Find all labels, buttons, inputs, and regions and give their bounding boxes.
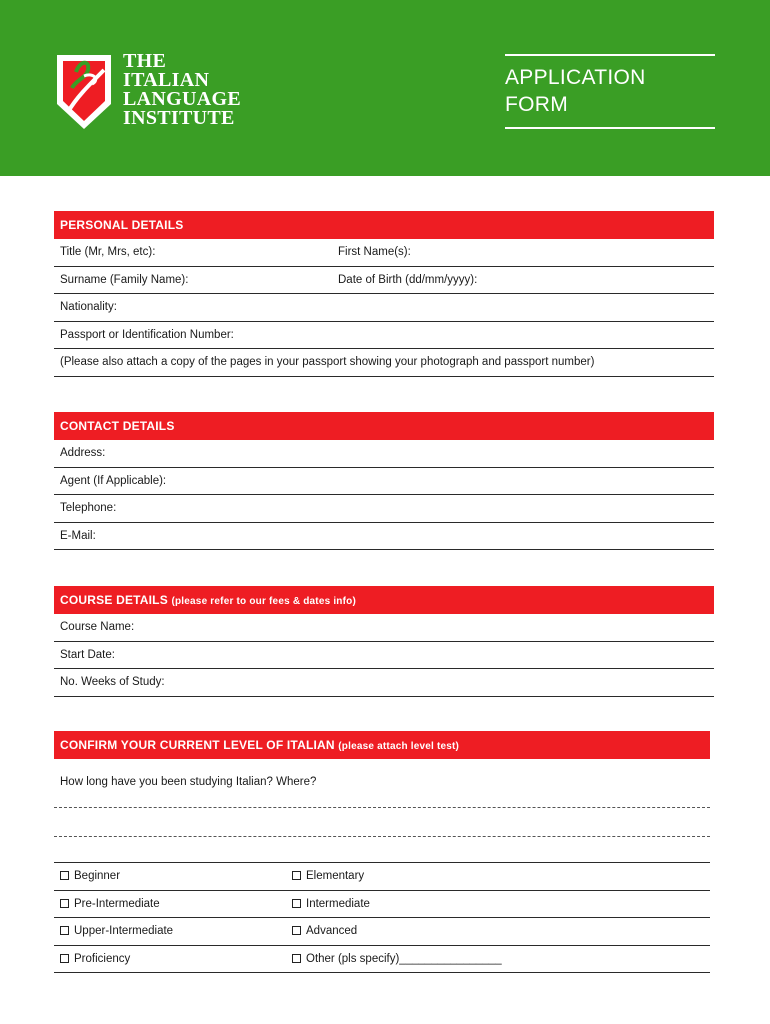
checkbox-icon[interactable]: [292, 871, 301, 880]
agent-field[interactable]: [54, 468, 714, 496]
start-date-field[interactable]: [54, 642, 714, 670]
checkbox-icon[interactable]: [292, 926, 301, 935]
title-firstname-row[interactable]: [54, 239, 714, 267]
dob-field-label: Date of Birth (dd/mm/yyyy):: [338, 273, 478, 286]
section-heading-title: CONFIRM YOUR CURRENT LEVEL OF ITALIAN: [60, 738, 335, 752]
option-label: Elementary: [306, 870, 365, 882]
title-rule-bottom: [505, 127, 715, 129]
option-label: Beginner: [74, 870, 121, 882]
option-other[interactable]: [292, 946, 502, 973]
passport-note-text: (Please also attach a copy of the pages in your passport showing your photograph and passport number): [60, 356, 595, 368]
option-advanced[interactable]: [292, 918, 357, 945]
course-details-section: [54, 586, 714, 697]
option-pre-intermediate[interactable]: [60, 898, 160, 910]
section-heading-title: COURSE DETAILS: [60, 593, 168, 607]
option-label: Advanced: [306, 925, 358, 937]
level-options-row: [54, 918, 710, 946]
checkbox-icon[interactable]: [292, 899, 301, 908]
section-heading-note: (please attach level test): [338, 741, 460, 752]
checkbox-icon[interactable]: [60, 954, 69, 963]
surname-field-label: Surname (Family Name):: [60, 273, 189, 286]
option-label: Intermediate: [306, 897, 370, 910]
checkbox-icon[interactable]: [60, 926, 69, 935]
telephone-field-label: Telephone:: [60, 502, 117, 514]
answer-line[interactable]: [54, 836, 710, 837]
logo-wordmark: [123, 52, 241, 128]
course-name-field[interactable]: [54, 614, 714, 642]
header-banner: [0, 0, 770, 176]
weeks-field-label: No. Weeks of Study:: [60, 676, 165, 688]
level-options: [54, 862, 710, 973]
checkbox-icon[interactable]: [60, 899, 69, 908]
title-rule-top: [505, 54, 715, 56]
level-section: [54, 731, 710, 759]
surname-dob-row[interactable]: [54, 267, 714, 295]
passport-note: [54, 349, 714, 377]
institute-logo-icon: [54, 52, 114, 132]
section-heading: [54, 586, 714, 614]
option-label: Proficiency: [74, 952, 131, 965]
option-label: Pre-Intermediate: [74, 897, 160, 910]
option-upper-intermediate[interactable]: [60, 925, 173, 937]
start-date-field-label: Start Date:: [60, 648, 115, 661]
logo-line: LANGUAGE: [123, 88, 241, 110]
section-heading: [54, 731, 710, 759]
contact-details-section: [54, 412, 714, 550]
nationality-field-label: Nationality:: [60, 301, 117, 313]
option-intermediate[interactable]: [292, 891, 370, 918]
option-label: Upper-Intermediate: [74, 925, 174, 937]
logo-line: THE: [123, 50, 167, 72]
passport-field[interactable]: [54, 322, 714, 350]
course-name-field-label: Course Name:: [60, 621, 135, 633]
page-title-line: APPLICATION: [505, 66, 646, 89]
agent-field-label: Agent (If Applicable):: [60, 474, 167, 487]
checkbox-icon[interactable]: [292, 954, 301, 963]
section-heading-note: (please refer to our fees & dates info): [171, 596, 356, 607]
level-options-row: [54, 863, 710, 891]
section-heading: PERSONAL DETAILS: [54, 211, 714, 239]
section-heading: CONTACT DETAILS: [54, 412, 714, 440]
option-beginner[interactable]: [60, 870, 120, 882]
logo-line: ITALIAN: [123, 69, 210, 91]
telephone-field[interactable]: [54, 495, 714, 523]
page-title-line: FORM: [505, 93, 569, 116]
level-options-row: [54, 891, 710, 919]
logo-line: INSTITUTE: [123, 107, 235, 129]
level-options-row: [54, 946, 710, 974]
first-name-field-label: First Name(s):: [338, 246, 411, 258]
option-label: Other (pls specify)________________: [306, 952, 502, 965]
answer-line[interactable]: [54, 807, 710, 808]
option-elementary[interactable]: [292, 863, 364, 890]
study-question-label: How long have you been studying Italian? Where?: [60, 776, 317, 788]
address-field-label: Address:: [60, 447, 106, 459]
personal-details-section: [54, 211, 714, 377]
nationality-field[interactable]: [54, 294, 714, 322]
weeks-field[interactable]: [54, 669, 714, 697]
address-field[interactable]: [54, 440, 714, 468]
email-field[interactable]: [54, 523, 714, 551]
page-title: [505, 64, 646, 118]
checkbox-icon[interactable]: [60, 871, 69, 880]
option-proficiency[interactable]: [60, 953, 130, 965]
passport-field-label: Passport or Identification Number:: [60, 328, 234, 341]
title-field-label: Title (Mr, Mrs, etc):: [60, 246, 156, 258]
email-field-label: E-Mail:: [60, 529, 96, 542]
